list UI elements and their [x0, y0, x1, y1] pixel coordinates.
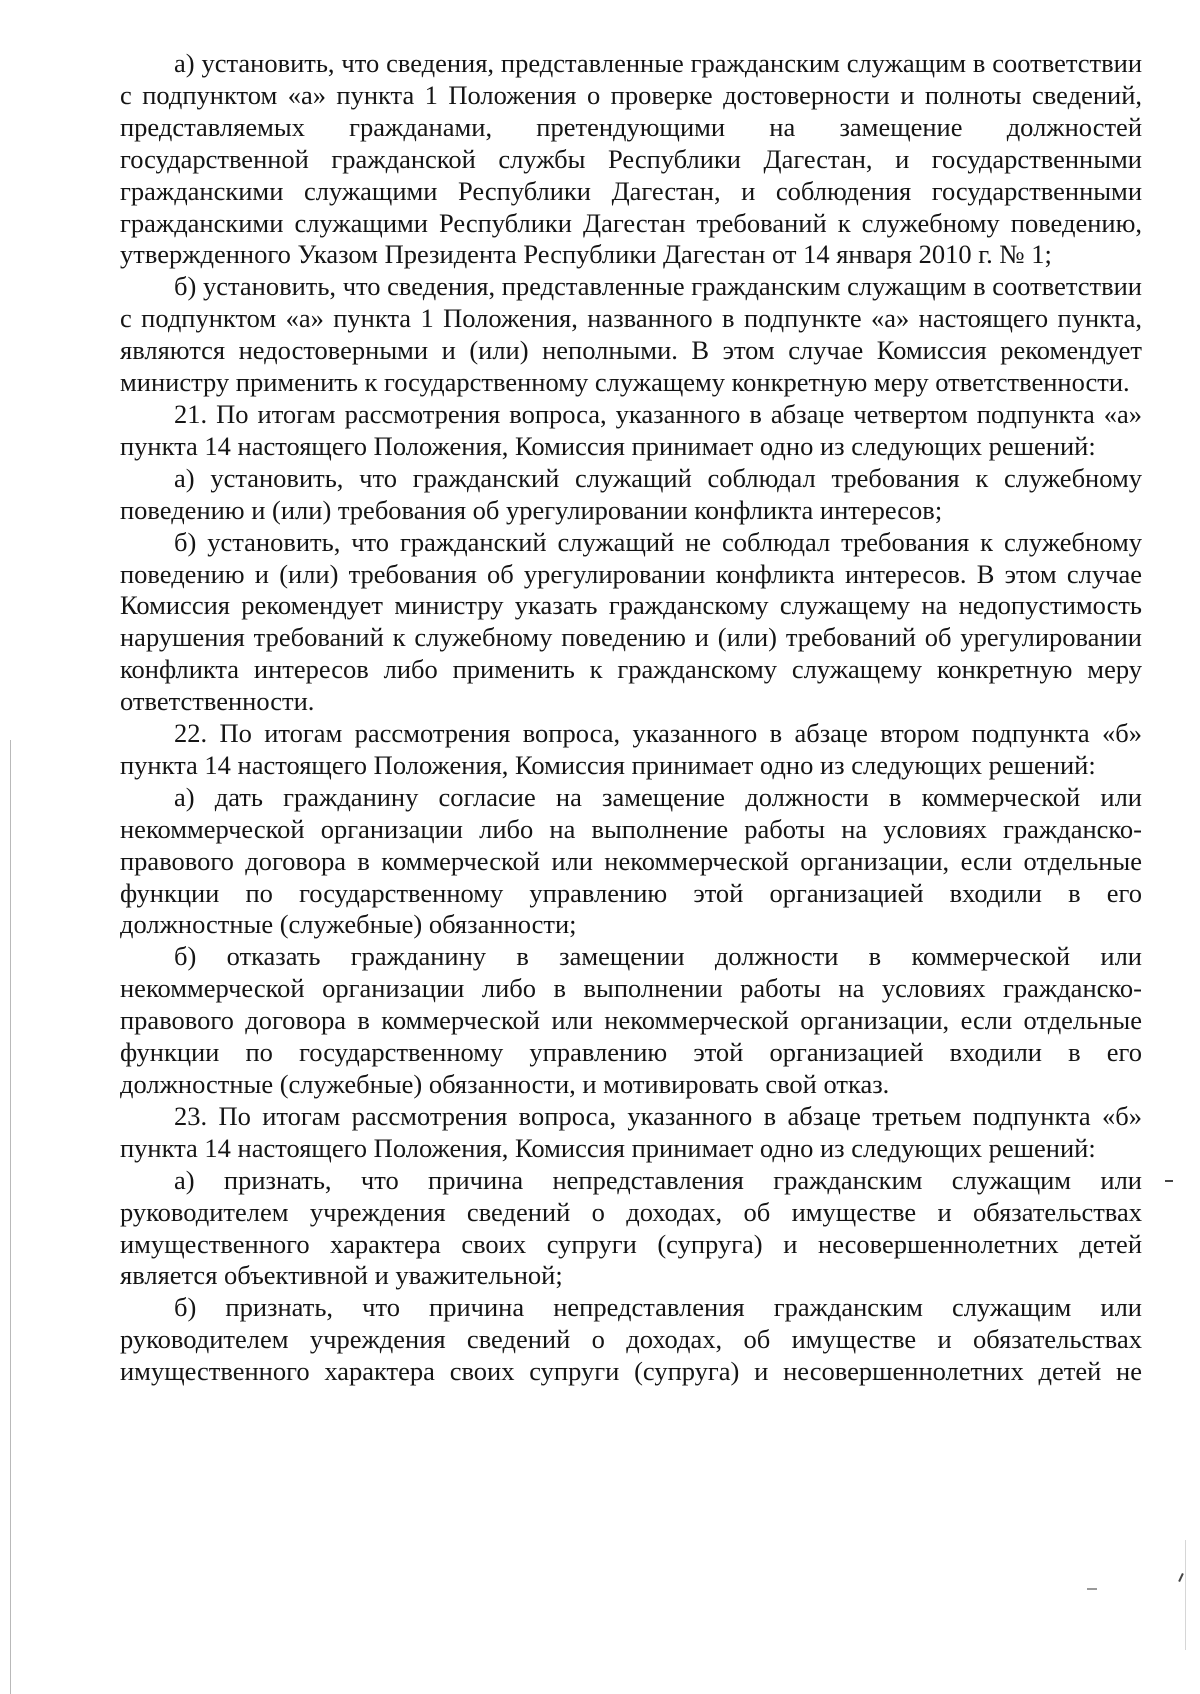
- document-body: [120, 48, 1142, 1388]
- paragraph-23: 23. По итогам рассмотрения вопроса, указанного в абзаце третьем подпункта «б» пункта 14 настоящего Положения, Комиссия принимает одно из следующих решений:: [120, 1100, 1142, 1163]
- paragraph-20b: б) установить, что сведения, представленные гражданским служащим в соответствии с подпунктом «а» пункта 1 Положения, названного в подпункте «а» настоящего пункта, являются недостоверными и (или) неполными. В этом случае Комиссия рекомендует министру применить к государственному служащему конкретную меру ответственности.: [120, 271, 1142, 398]
- paragraph-21: 21. По итогам рассмотрения вопроса, указанного в абзаце четвертом подпункта «а» пункта 14 настоящего Положения, Комиссия принимает одно из следующих решений:: [120, 398, 1142, 461]
- scan-speck: [1087, 1588, 1097, 1590]
- paragraph-22b: б) отказать гражданину в замещении должности в коммерческой или некоммерческой организации либо в выполнении работы на условиях гражданско-правового договора в коммерческой или некоммерческой организации, если отдельные функции по государственному управлению этой организацией входили в его должностные (служебные) обязанности, и мотивировать свой отказ.: [120, 941, 1142, 1099]
- paragraph-21b: б) установить, что гражданский служащий не соблюдал требования к служебному поведению и (или) требования об урегулировании конфликта интересов. В этом случае Комиссия рекомендует министру указать гражданскому служащему на недопустимость нарушения требований к служебному поведению и (или) требований об урегулировании конфликта интересов либо применить к гражданскому служащему конкретную меру ответственности.: [120, 526, 1142, 717]
- scan-speck: [1178, 1573, 1184, 1582]
- paragraph-22a: а) дать гражданину согласие на замещение должности в коммерческой или некоммерческой организации либо на выполнение работы на условиях гражданско-правового договора в коммерческой или некоммерческой организации, если отдельные функции по государственному управлению этой организацией входили в его должностные (служебные) обязанности;: [120, 781, 1142, 940]
- paragraph-21a: а) установить, что гражданский служащий соблюдал требования к служебному поведению и (или) требования об урегулировании конфликта интересов;: [120, 462, 1142, 525]
- paragraph-22: 22. По итогам рассмотрения вопроса, указанного в абзаце втором подпункта «б» пункта 14 настоящего Положения, Комиссия принимает одно из следующих решений:: [120, 718, 1142, 780]
- scan-speck: [1165, 1180, 1173, 1182]
- scan-edge-line-right: [1185, 1540, 1186, 1650]
- paragraph-23a: а) признать, что причина непредставления гражданским служащим или руководителем учреждения сведений о доходах, об имуществе и обязательствах имущественного характера своих супруги (супруга) и несовершеннолетних детей является объективной и уважительной;: [120, 1164, 1142, 1291]
- paragraph-20a: а) установить, что сведения, представленные гражданским служащим в соответствии с подпунктом «а» пункта 1 Положения о проверке достоверности и полноты сведений, представляемых гражданами, претендующими на замещение должностей государственной гражданской службы Республики Дагестан, и государственными гражданскими служащими Республики Дагестан, и соблюдения государственными гражданскими служащими Республики Дагестан требований к служебному поведению, утвержденного Указом Президента Республики Дагестан от 14 января 2010 г. № 1;: [120, 48, 1142, 270]
- paragraph-23b: б) признать, что причина непредставления гражданским служащим или руководителем учреждения сведений о доходах, об имуществе и обязательствах имущественного характера своих супруги (супруга) и несовершеннолетних детей не: [120, 1292, 1142, 1387]
- scan-edge-line: [10, 740, 11, 1694]
